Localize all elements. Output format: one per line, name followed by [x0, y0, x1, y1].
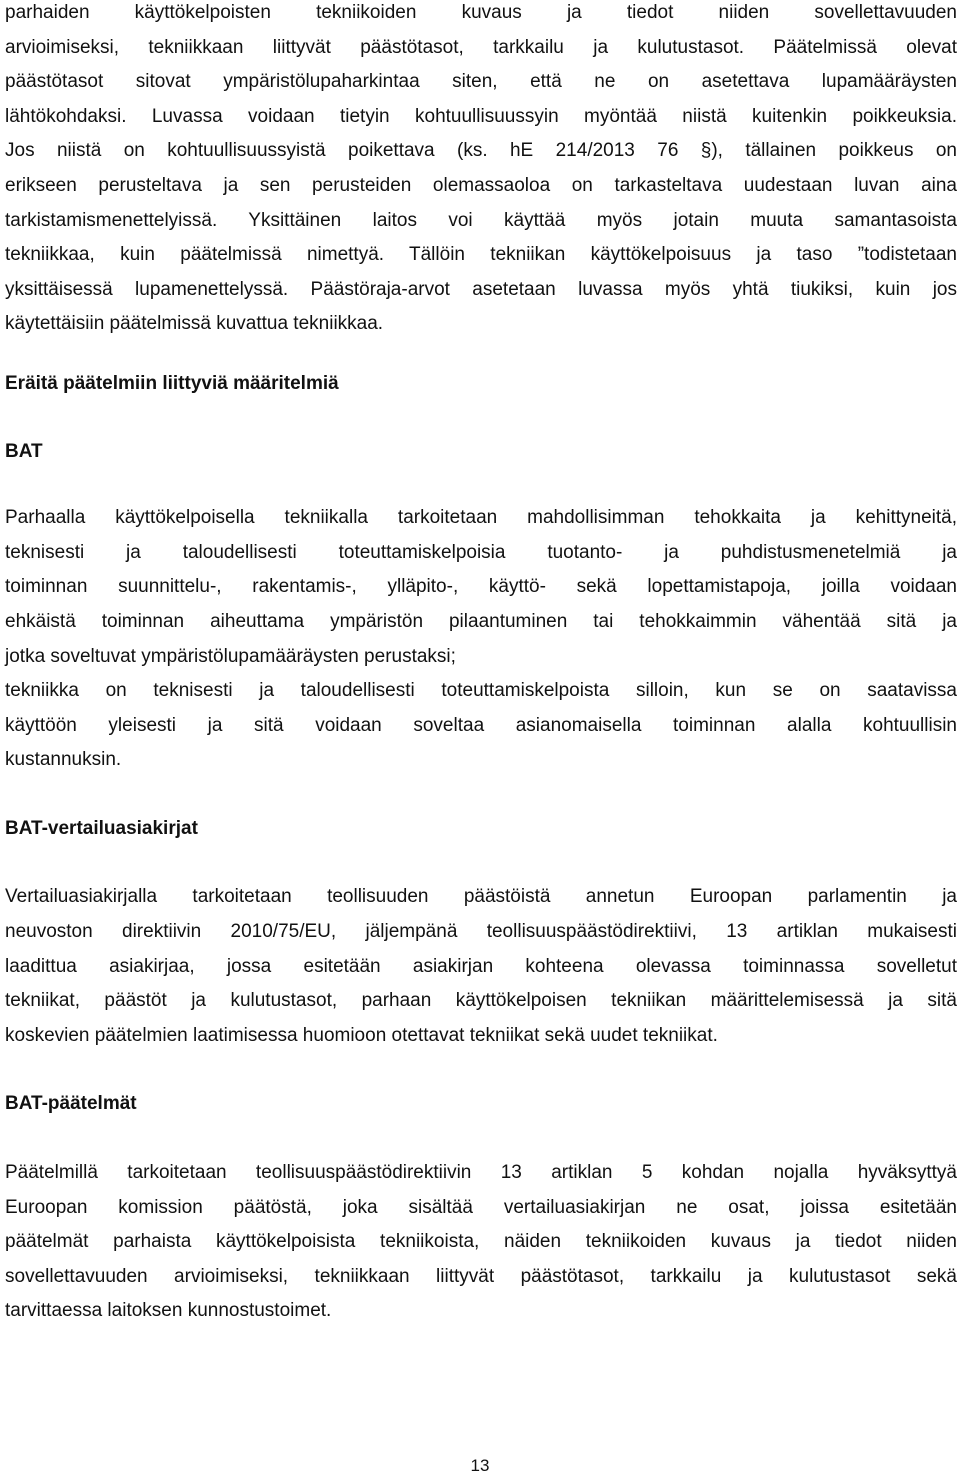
- text-line: parhaiden käyttökelpoisten tekniikoiden kuvaus ja tiedot niiden sovellettavuuden: [5, 2, 957, 23]
- text-line: jotka soveltuvat ympäristölupamääräysten perustaksi;: [5, 645, 456, 667]
- text-line: teknisesti ja taloudellisesti toteuttamiskelpoisia tuotanto- ja puhdistusmenetelmiä ja: [5, 541, 957, 563]
- text-line: koskevien päätelmien laatimisessa huomioon otettavat tekniikat sekä uudet tekniikat.: [5, 1024, 718, 1046]
- section-heading-bref: BAT-vertailuasiakirjat: [5, 817, 198, 839]
- conclusions-definition-paragraph: [5, 1156, 957, 1329]
- text-line: arvioimiseksi, tekniikkaan liittyvät päästötasot, tarkkailu ja kulutustasot. Päätelmissä olevat: [5, 36, 957, 58]
- section-heading-definitions: Eräitä päätelmiin liittyviä määritelmiä: [5, 372, 339, 394]
- text-line: neuvoston direktiivin 2010/75/EU, jäljempänä teollisuuspäästödirektiivi, 13 artiklan mukaisesti: [5, 921, 957, 943]
- page-number: 13: [470, 1456, 490, 1475]
- text-line: päätelmät parhaista käyttökelpoisista tekniikoista, näiden tekniikoiden kuvaus ja tiedot niiden: [5, 1231, 957, 1253]
- text-line: tarvittaessa laitoksen kunnostustoimet.: [5, 1300, 332, 1322]
- section-heading-conclusions: BAT-päätelmät: [5, 1093, 137, 1115]
- text-line: lähtökohdaksi. Luvassa voidaan tietyin kohtuullisuussyin myöntää niistä kuitenkin poikkeuksia.: [5, 105, 957, 127]
- text-line: Euroopan komission päätöstä, joka sisältää vertailuasiakirjan ne osat, joissa esitetään: [5, 1196, 957, 1218]
- bat-definition-paragraph: [5, 501, 957, 778]
- text-line: tekniikkaa, kuin päätelmissä nimettyä. Tällöin tekniikan käyttökelpoisuus ja taso ”todistetaan: [5, 244, 957, 266]
- text-line: Parhaalla käyttökelpoisella tekniikalla tarkoitetaan mahdollisimman tehokkaita ja kehittyneitä,: [5, 507, 957, 529]
- text-line: käyttöön yleisesti ja sitä voidaan soveltaa asianomaisella toiminnan alalla kohtuullisin: [5, 714, 957, 736]
- text-line: käytettäisiin päätelmissä kuvattua tekniikkaa.: [5, 313, 384, 335]
- text-line: erikseen perusteltava ja sen perusteiden olemassaoloa on tarkasteltava uudestaan luvan aina: [5, 174, 957, 196]
- text-line: yksittäisessä lupamenettelyssä. Päästöraja-arvot asetetaan luvassa myös yhtä tiukiksi, kuin jos: [5, 278, 957, 300]
- text-line: kustannuksin.: [5, 749, 122, 771]
- intro-paragraph: [5, 0, 957, 342]
- text-line: laadittua asiakirjaa, jossa esitetään asiakirjan kohteena olevassa toiminnassa sovelletut: [5, 955, 957, 977]
- text-line: Päätelmillä tarkoitetaan teollisuuspäästödirektiivin 13 artiklan 5 kohdan nojalla hyväksyttyä: [5, 1162, 957, 1184]
- text-line: toiminnan suunnittelu-, rakentamis-, ylläpito-, käyttö- sekä lopettamistapoja, joilla voidaan: [5, 576, 957, 598]
- text-line: tekniikka on teknisesti ja taloudellisesti toteuttamiskelpoista silloin, kun se on saatavissa: [5, 680, 957, 702]
- document-page: [5, 0, 957, 1329]
- bref-definition-paragraph: [5, 880, 957, 1053]
- text-line: Jos niistä on kohtuullisuussyistä poikettava (ks. hE 214/2013 76 §), tällainen poikkeus on: [5, 140, 957, 162]
- section-heading-bat: BAT: [5, 440, 43, 462]
- text-line: ehkäistä toiminnan aiheuttama ympäristön pilaantuminen tai tehokkaimmin vähentää sitä ja: [5, 610, 957, 632]
- text-line: sovellettavuuden arvioimiseksi, tekniikkaan liittyvät päästötasot, tarkkailu ja kulutustasot sekä: [5, 1265, 957, 1287]
- text-line: Vertailuasiakirjalla tarkoitetaan teollisuuden päästöistä annetun Euroopan parlamentin ja: [5, 886, 957, 908]
- text-line: tarkistamismenettelyissä. Yksittäinen laitos voi käyttää myös jotain muuta samantasoista: [5, 209, 957, 231]
- text-line: tekniikat, päästöt ja kulutustasot, parhaan käyttökelpoisen tekniikan määrittelemisessä ja sitä: [5, 990, 957, 1012]
- text-line: päästötasot sitovat ympäristölupaharkintaa siten, että ne on asetettava lupamääräysten: [5, 71, 957, 93]
